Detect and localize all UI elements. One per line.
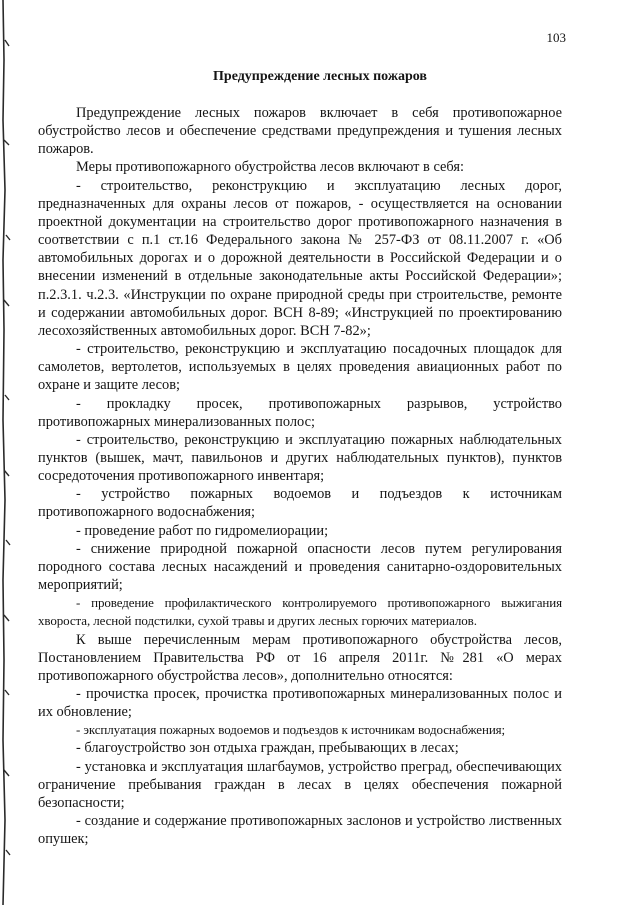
list-item-controlled-burning: - проведение профилактического контролируемого противопожарного выжигания хвороста, лесной подстилки, сухой травы и других лесных горючих материалов. — [38, 595, 562, 629]
document-body — [38, 104, 562, 848]
list-item-landing-sites: - строительство, реконструкцию и эксплуатацию посадочных площадок для самолетов, вертолетов, используемых в целях проведения авиационных работ по охране и защите лесов; — [38, 341, 562, 394]
page-title: Предупреждение лесных пожаров — [213, 69, 427, 84]
list-item-clearing-renewal: - прочистка просек, прочистка противопожарных минерализованных полос и их обновление; — [38, 686, 562, 721]
intro-paragraph: Предупреждение лесных пожаров включает в себя противопожарное обустройство лесов и обеспечение средствами предупреждения и тушения лесных пожаров. — [38, 105, 562, 158]
page-number: 103 — [546, 30, 566, 45]
list-item-firebreaks: - создание и содержание противопожарных заслонов и устройство лиственных опушек; — [38, 813, 562, 848]
list-item-hydromelioration: - проведение работ по гидромелиорации; — [76, 522, 329, 539]
list-item-pond-operation: - эксплуатация пожарных водоемов и подъездов к источникам водоснабжения; — [76, 722, 506, 738]
binding-edge-marks — [0, 0, 18, 905]
list-item-barriers: - установка и эксплуатация шлагбаумов, устройство преград, обеспечивающих ограничение пребывания граждан в лесах в целях обеспечения пожарной безопасности; — [38, 758, 562, 811]
list-item-recreation-zones: - благоустройство зон отдыха граждан, пребывающих в лесах; — [76, 740, 459, 757]
measures-intro: Меры противопожарного обустройства лесов включают в себя: — [76, 159, 464, 176]
list-item-fire-ponds: - устройство пожарных водоемов и подъездов к источникам противопожарного водоснабжения; — [38, 486, 562, 521]
list-item-clearings: - прокладку просек, противопожарных разрывов, устройство противопожарных минерализованных полос; — [38, 395, 562, 430]
list-item-forest-roads: - строительство, реконструкцию и эксплуатацию лесных дорог, предназначенных для охраны лесов от пожаров, - осуществляется на основании проектной документации на строительство дорог противопожарного назначения в соответствии с п.1 ст.16 Федерального закона № 257-ФЗ от 08.11.2007 г. «Об автомобильных дорогах и о дорожной деятельности в Российской Федерации и о внесении изменений в отдельные законодательные акты Российской Федерации»; п.2.3.1. ч.2.3. «Инструкции по охране природной среды при строительстве, ремонте и содержании автомобильных дорог. ВСН 8-89; «Инструкцией по проектированию лесохозяйственных автомобильных дорог. ВСН 7-82»; — [38, 177, 562, 339]
additional-measures-intro: К выше перечисленным мерам противопожарного обустройства лесов, Постановлением Правительства РФ от 16 апреля 2011г. №281 «О мерах противопожарного обустройства лесов», дополнительно относятся: — [38, 631, 562, 684]
list-item-observation-points: - строительство, реконструкцию и эксплуатацию пожарных наблюдательных пунктов (вышек, мачт, павильонов и других наблюдательных пунктов), пунктов сосредоточения противопожарного инвентаря; — [38, 431, 562, 485]
list-item-fire-hazard-reduction: - снижение природной пожарной опасности лесов путем регулирования породного состава лесных насаждений и проведения санитарно-оздоровительных мероприятий; — [38, 540, 562, 594]
